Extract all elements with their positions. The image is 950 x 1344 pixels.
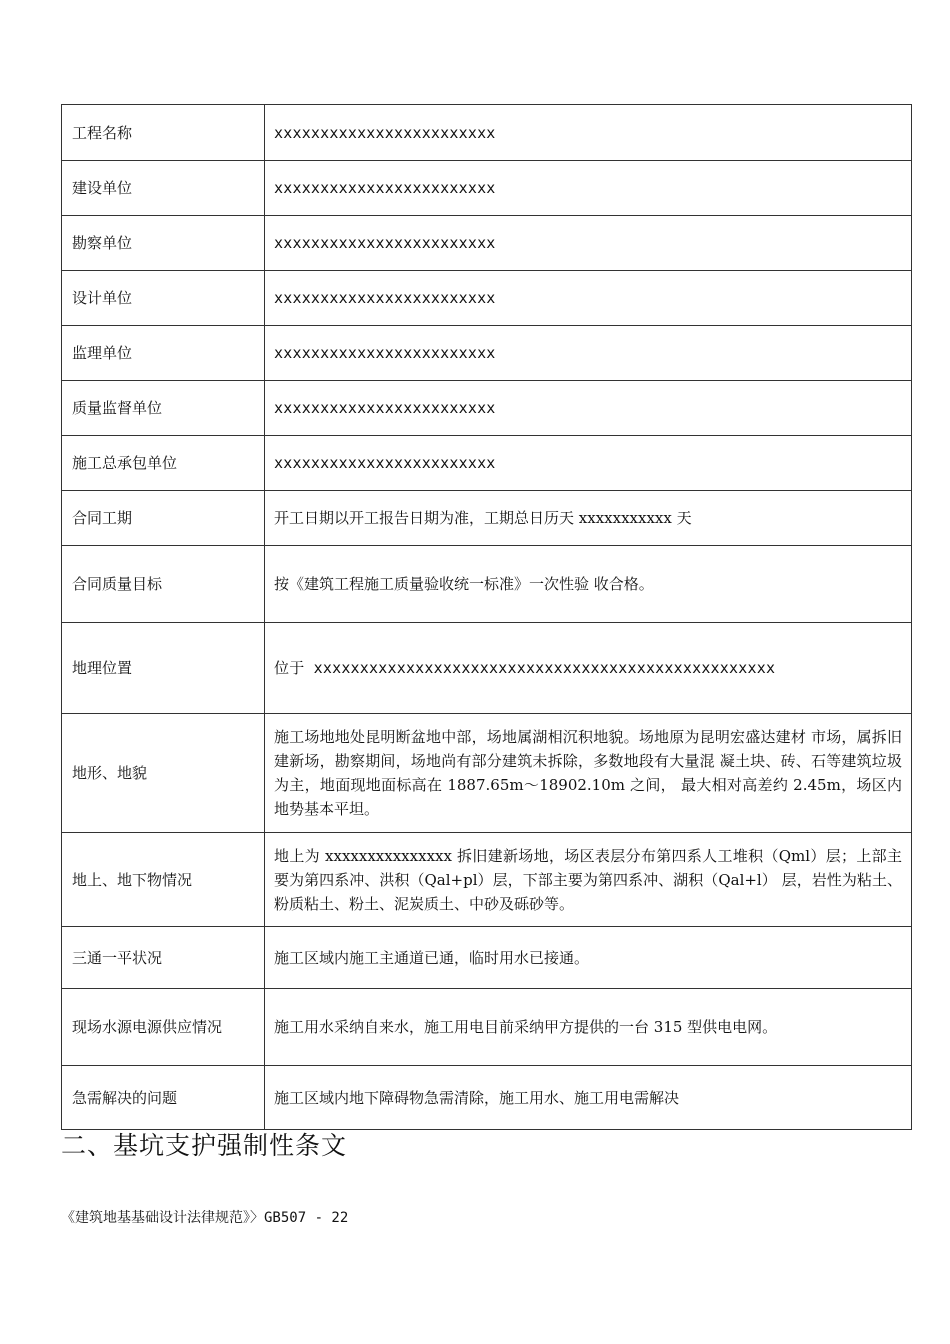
table-row xyxy=(62,326,912,381)
row-value: xxxxxxxxxxxxxxxxxxxxxxxx xyxy=(265,105,912,161)
row-value: 施工用水采纳自来水，施工用电目前采纳甲方提供的一台 315 型供电电网。 xyxy=(265,989,912,1066)
table-row xyxy=(62,436,912,491)
row-value: xxxxxxxxxxxxxxxxxxxxxxxx xyxy=(265,436,912,491)
regulation-reference: 《建筑地基基础设计法律规范》〉GB507 - 22 xyxy=(61,1210,349,1226)
table-row xyxy=(62,161,912,216)
row-label: 工程名称 xyxy=(62,105,265,161)
row-value: xxxxxxxxxxxxxxxxxxxxxxxx xyxy=(265,326,912,381)
row-label: 合同质量目标 xyxy=(62,546,265,623)
row-value: xxxxxxxxxxxxxxxxxxxxxxxx xyxy=(265,381,912,436)
row-value: xxxxxxxxxxxxxxxxxxxxxxxx xyxy=(265,161,912,216)
row-label: 现场水源电源供应情况 xyxy=(62,989,265,1066)
table-row xyxy=(62,714,912,833)
table-row xyxy=(62,105,912,161)
row-value: xxxxxxxxxxxxxxxxxxxxxxxx xyxy=(265,216,912,271)
row-label: 地上、地下物情况 xyxy=(62,833,265,927)
row-label: 勘察单位 xyxy=(62,216,265,271)
table-row xyxy=(62,216,912,271)
row-label: 施工总承包单位 xyxy=(62,436,265,491)
row-value: 开工日期以开工报告日期为准，工期总日历天 xxxxxxxxxxx 天 xyxy=(265,491,912,546)
row-label: 合同工期 xyxy=(62,491,265,546)
section-title: 二、基坑支护强制性条文 xyxy=(61,1131,348,1160)
row-value: 按《建筑工程施工质量验收统一标准》一次性验 收合格。 xyxy=(265,546,912,623)
row-value: 位于 xxxxxxxxxxxxxxxxxxxxxxxxxxxxxxxxxxxxxxxxxxxxxxxxxx xyxy=(265,623,912,714)
row-value: xxxxxxxxxxxxxxxxxxxxxxxx xyxy=(265,271,912,326)
project-info-table xyxy=(61,104,912,1130)
row-label: 地理位置 xyxy=(62,623,265,714)
row-label: 三通一平状况 xyxy=(62,927,265,989)
row-value: 施工场地地处昆明断盆地中部，场地属湖相沉积地貌。场地原为昆明宏盛达建材 市场，属拆旧建新场，勘察期间，场地尚有部分建筑未拆除，多数地段有大量混 凝土块、砖、石等建筑垃圾为主，地面现地面标高在 1887.65m〜18902.10m 之间， 最大相对高差约 2.45m，场区内地势基本平坦。 xyxy=(265,714,912,833)
table-row xyxy=(62,989,912,1066)
row-value: 施工区域内施工主通道已通，临时用水已接通。 xyxy=(265,927,912,989)
row-label: 监理单位 xyxy=(62,326,265,381)
row-label: 设计单位 xyxy=(62,271,265,326)
row-label: 急需解决的问题 xyxy=(62,1066,265,1130)
row-label: 建设单位 xyxy=(62,161,265,216)
row-value: 施工区域内地下障碍物急需清除，施工用水、施工用电需解决 xyxy=(265,1066,912,1130)
table-row xyxy=(62,927,912,989)
row-label: 质量监督单位 xyxy=(62,381,265,436)
table-row xyxy=(62,546,912,623)
table-row xyxy=(62,271,912,326)
row-value: 地上为 xxxxxxxxxxxxxxx 拆旧建新场地，场区表层分布第四系人工堆积（Qml）层；上部主要为第四系冲、洪积（Qal+pl）层，下部主要为第四系冲、湖积（Qal+l） 层，岩性为粘土、粉质粘土、粉土、泥炭质土、中砂及砾砂等。 xyxy=(265,833,912,927)
row-label: 地形、地貌 xyxy=(62,714,265,833)
table-row xyxy=(62,1066,912,1130)
table-row xyxy=(62,381,912,436)
table-row xyxy=(62,833,912,927)
table-row xyxy=(62,623,912,714)
table-row xyxy=(62,491,912,546)
